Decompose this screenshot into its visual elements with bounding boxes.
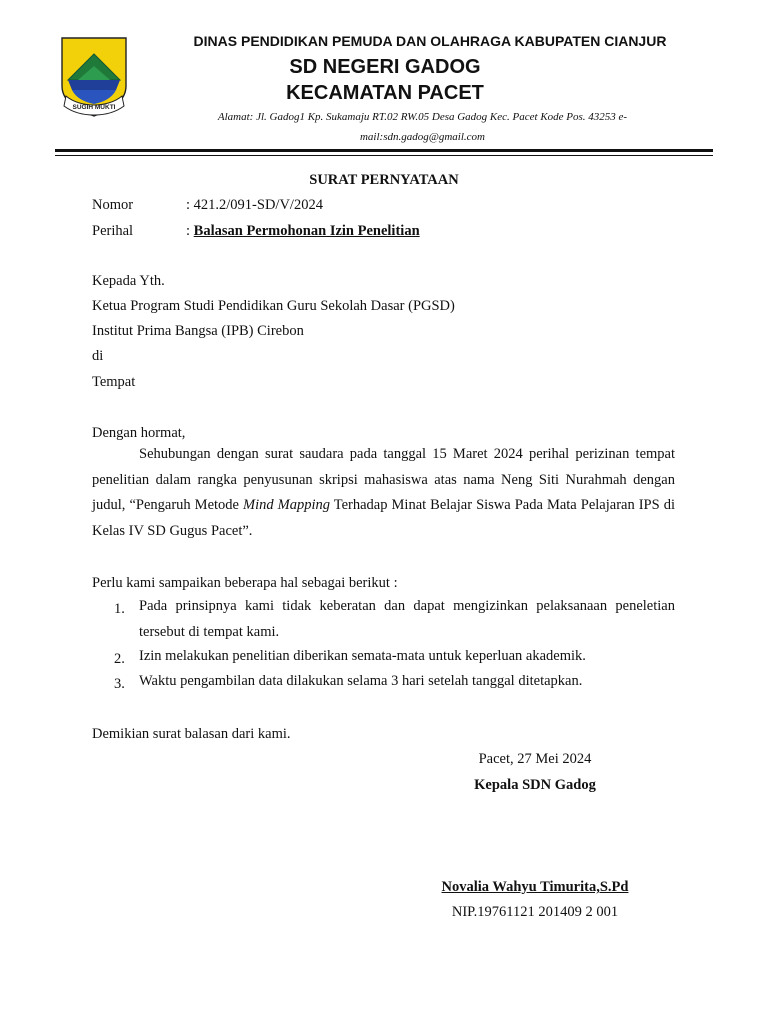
recipient-line-3: Institut Prima Bangsa (IPB) Cirebon [92, 323, 304, 339]
letterhead-rule-thin [55, 155, 713, 156]
nomor-label: Nomor [92, 197, 134, 213]
recipient-line-2: Ketua Program Studi Pendidikan Guru Sekolah Dasar (PGSD) [92, 298, 455, 314]
cianjur-regency-crest-icon [60, 36, 128, 120]
paragraph-italic-term: Mind Mapping [243, 497, 330, 513]
list-item-3-text: Waktu pengambilan data dilakukan selama 3 hari setelah tanggal ditetapkan. [139, 673, 583, 689]
school-name: SD NEGERI GADOG [289, 56, 481, 78]
agency-name: DINAS PENDIDIKAN PEMUDA DAN OLAHRAGA KABUPATEN CIANJUR [193, 33, 667, 49]
document-title: SURAT PERNYATAAN [309, 172, 459, 188]
list-intro: Perlu kami sampaikan beberapa hal sebagai berikut : [92, 575, 398, 591]
perihal-value: Balasan Permohonan Izin Penelitian [193, 223, 420, 239]
address-line-1: Alamat: Jl. Gadog1 Kp. Sukamaju RT.02 RW.05 Desa Gadog Kec. Pacet Kode Pos. 43253 e- [217, 111, 628, 123]
paragraph-text-2: Terhadap Minat Belajar Siswa Pada Mata Pelajaran IPS di Kelas IV SD Gugus Pacet”. [92, 497, 675, 539]
list-item-2-number: 2. [114, 651, 125, 667]
district-name: KECAMATAN PACET [286, 82, 484, 104]
nomor-value: : 421.2/091-SD/V/2024 [186, 197, 323, 213]
paragraph-text-1: Sehubungan dengan surat saudara pada tanggal 15 Maret 2024 perihal perizinan tempat penelitian dalam rangka penyusunan skripsi mahasiswa atas nama Neng Siti Nurahmah dengan judul, “Pengaruh Metode [92, 446, 675, 513]
perihal-colon: : [186, 223, 191, 239]
list-item-2-text: Izin melakukan penelitian diberikan semata-mata untuk keperluan akademik. [139, 648, 586, 664]
place-date: Pacet, 27 Mei 2024 [478, 751, 592, 767]
recipient-line-5: Tempat [92, 374, 136, 390]
main-paragraph [92, 442, 675, 544]
perihal-label: Perihal [92, 223, 134, 239]
list-item-1-number: 1. [114, 601, 125, 617]
list-item-3-number: 3. [114, 676, 125, 692]
perihal-field [186, 222, 420, 240]
recipient-line-1: Kepada Yth. [92, 273, 165, 289]
crest-motto: SUGIH MUKTI [72, 104, 116, 111]
list-item-1-text: Pada prinsipnya kami tidak keberatan dan dapat mengizinkan pelaksanaan peneletian tersebut di tempat kami. [139, 598, 675, 640]
greeting: Dengan hormat, [92, 425, 186, 441]
signatory-name: Novalia Wahyu Timurita,S.Pd [441, 879, 629, 895]
address-line-2: mail:sdn.gadog@gmail.com [359, 131, 485, 143]
signatory-position: Kepala SDN Gadog [474, 777, 596, 793]
letterhead-rule-thick [55, 149, 713, 152]
signatory-nip: NIP.19761121 201409 2 001 [451, 904, 619, 920]
school-address [195, 107, 650, 147]
recipient-line-4: di [92, 348, 104, 364]
closing-sentence: Demikian surat balasan dari kami. [92, 726, 291, 742]
